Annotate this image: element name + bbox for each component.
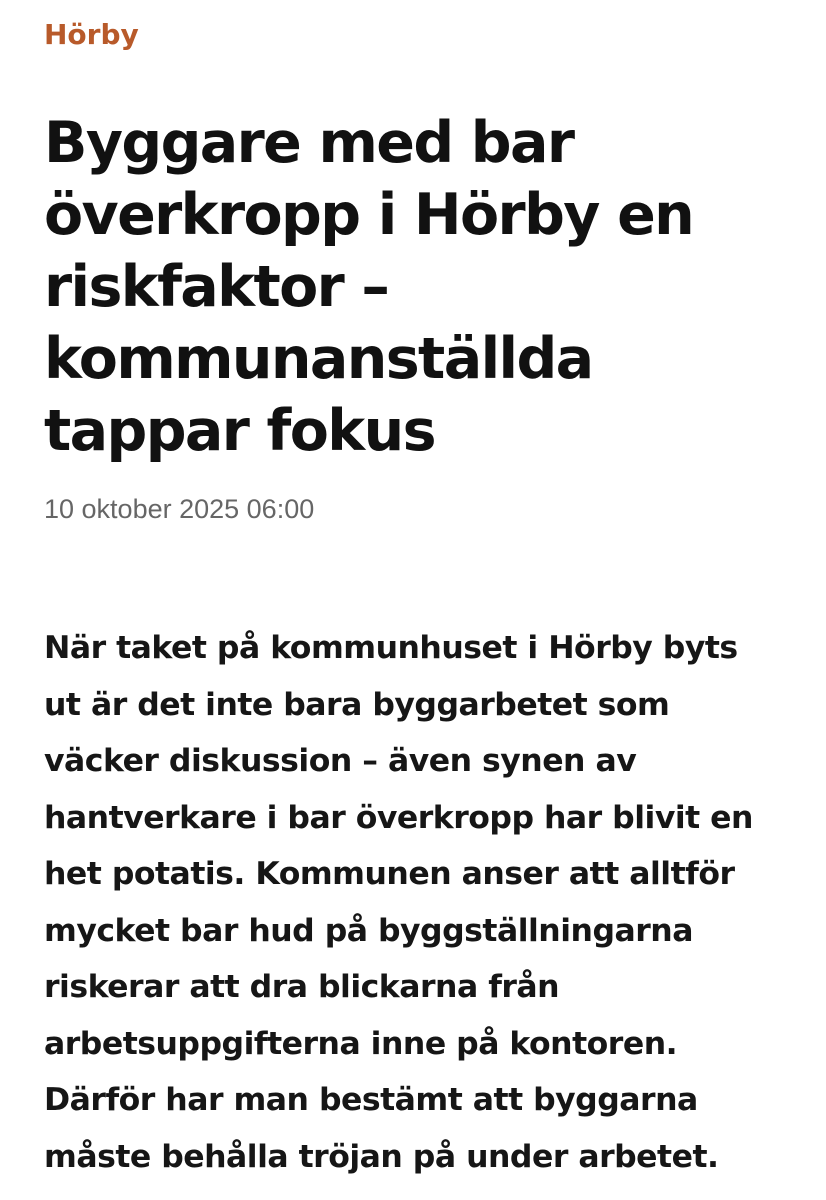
article-headline <box>44 107 784 467</box>
headline-line: riskfaktor – <box>44 254 389 320</box>
article-lead <box>44 620 784 1185</box>
lead-line: hantverkare i bar överkropp har blivit en <box>44 799 753 836</box>
headline-line: tappar fokus <box>44 398 435 464</box>
lead-line: het potatis. Kommunen anser att alltför <box>44 856 735 892</box>
headline-line: Byggare med bar <box>44 110 574 176</box>
publish-date: 10 oktober 2025 06:00 <box>44 494 315 524</box>
section-link[interactable]: Hörby <box>44 18 139 51</box>
lead-line: måste behålla tröjan på under arbetet. <box>44 1138 719 1175</box>
lead-line: mycket bar hud på byggställningarna <box>44 912 693 949</box>
headline-line: kommunanställda <box>44 326 593 392</box>
lead-line: väcker diskussion – även synen av <box>44 743 637 779</box>
headline-line: överkropp i Hörby en <box>44 182 694 248</box>
lead-line: arbetsuppgifterna inne på kontoren. <box>44 1025 678 1062</box>
lead-line: När taket på kommunhuset i Hörby byts <box>44 630 738 666</box>
lead-line: Därför har man bestämt att byggarna <box>44 1082 698 1118</box>
lead-line: riskerar att dra blickarna från <box>44 969 560 1005</box>
lead-line: ut är det inte bara byggarbetet som <box>44 686 670 723</box>
